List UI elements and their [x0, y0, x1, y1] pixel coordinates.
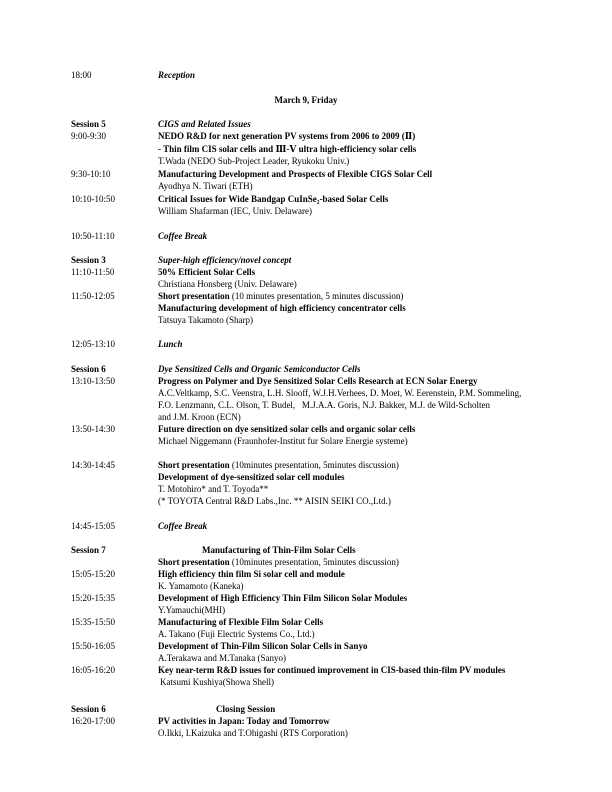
talk-time: 11:50-12:05	[71, 291, 115, 301]
short-presentation-title: Short presentation	[158, 291, 230, 301]
talk-speaker: O.Ikki, I.Kaizuka and T.Ohigashi (RTS Corporation)	[158, 728, 348, 738]
talk-time: 9:30-10:10	[71, 169, 111, 179]
talk-title: Key near-term R&D issues for continued improvement in CIS-based thin-film PV modules	[158, 665, 506, 675]
reception-time: 18:00	[71, 70, 92, 80]
talk-time: 11:10-11:50	[71, 267, 115, 277]
coffee-break-time: 10:50-11:10	[71, 231, 115, 241]
talk-title: PV activities in Japan: Today and Tomorrow	[158, 716, 330, 726]
session6-label: Session 6	[71, 364, 106, 374]
talk-time: 13:10-13:50	[71, 376, 115, 386]
talk-title: NEDO R&D for next generation PV systems from 2006 to 2009 (Ⅱ)	[158, 131, 416, 141]
talk-time: 16:20-17:00	[71, 716, 115, 726]
session5-title: CIGS and Related Issues	[158, 119, 251, 129]
reception-title: Reception	[158, 70, 195, 80]
talk-time: 15:50-16:05	[71, 641, 115, 651]
talk-title: Development of High Efficiency Thin Film Silicon Solar Modules	[158, 593, 408, 603]
talk-speaker: Katsumi Kushiya(Showa Shell)	[160, 677, 274, 687]
talk-title: Progress on Polymer and Dye Sensitized Solar Cells Research at ECN Solar Energy	[158, 376, 478, 386]
session6-title: Dye Sensitized Cells and Organic Semiconductor Cells	[158, 364, 361, 374]
talk-title: 50% Efficient Solar Cells	[158, 267, 256, 277]
talk-time: 13:50-14:30	[71, 424, 115, 434]
talk-title: Future direction on dye sensitized solar cells and organic solar cells	[158, 424, 416, 434]
short-presentation-note: (10 minutes presentation, 5 minutes discussion)	[231, 291, 404, 301]
talk-speaker: Christiana Honsberg (Univ. Delaware)	[158, 279, 297, 289]
talk-speaker: William Shafarman (IEC, Univ. Delaware)	[158, 206, 312, 216]
closing-session-label: Session 6	[71, 704, 106, 714]
talk-title: Development of Thin-Film Silicon Solar Cells in Sanyo	[158, 641, 368, 651]
talk-authors: and J.M. Kroon (ECN)	[158, 412, 241, 422]
talk-time: 16:05-16:20	[71, 665, 115, 675]
talk-speaker: T.Wada (NEDO Sub-Project Leader, Ryukoku Univ.)	[158, 156, 350, 166]
lunch-time: 12:05-13:10	[71, 339, 115, 349]
short-presentation-note: (10minutes presentation, 5minutes discussion)	[231, 460, 399, 470]
talk-affiliation: (* TOYOTA Central R&D Labs.,Inc. ** AISIN SEIKI CO.,Ltd.)	[158, 496, 391, 506]
talk-time: 15:05-15:20	[71, 569, 115, 579]
talk-authors: A.C.Veltkamp, S.C. Veenstra, L.H. Slooff, W.J.H.Verhees, D. Moet, W. Eerenstein, P.M. Sommeling,	[158, 388, 522, 398]
coffee-break-title: Coffee Break	[158, 521, 208, 531]
talk-title: Critical Issues for Wide Bandgap CuInSe₂-based Solar Cells	[158, 194, 389, 204]
date-heading: March 9, Friday	[274, 95, 338, 105]
talk-speaker: A. Takano (Fuji Electric Systems Co., Ltd.)	[158, 629, 315, 639]
talk-time: 15:35-15:50	[71, 617, 115, 627]
talk-speaker: T. Motohiro* and T. Toyoda**	[158, 484, 269, 494]
lunch-title: Lunch	[158, 339, 183, 349]
short-presentation	[158, 459, 399, 471]
session3-label: Session 3	[71, 255, 106, 265]
talk-subtitle: - Thin film CIS solar cells and Ⅲ-Ⅴ ultra high-efficiency solar cells	[158, 144, 417, 154]
talk-speaker: Ayodhya N. Tiwari (ETH)	[158, 181, 253, 191]
session3-title: Super-high efficiency/novel concept	[158, 255, 292, 265]
short-presentation	[158, 556, 399, 568]
talk-title: Manufacturing Development and Prospects of Flexible CIGS Solar Cell	[158, 169, 433, 179]
session5-label: Session 5	[71, 119, 106, 129]
coffee-break-title: Coffee Break	[158, 231, 208, 241]
closing-session-title: Closing Session	[216, 704, 276, 714]
talk-time: 10:10-10:50	[71, 194, 115, 204]
talk-speaker: A.Terakawa and M.Tanaka (Sanyo)	[158, 653, 286, 663]
talk-title: Manufacturing of Flexible Film Solar Cells	[158, 617, 324, 627]
talk-authors: F.O. Lenzmann, C.L. Olson, T. Budel, M.J.A.A. Goris, N.J. Bakker, M.J. de Wild-Scholten	[158, 400, 491, 410]
coffee-break-time: 14:45-15:05	[71, 521, 115, 531]
talk-speaker: Michael Niggemann (Fraunhofer-Institut fur Solare Energie systeme)	[158, 436, 408, 446]
short-presentation-note: (10minutes presentation, 5minutes discussion)	[231, 557, 399, 567]
short-presentation-title: Short presentation	[158, 460, 230, 470]
talk-title: High efficiency thin film Si solar cell and module	[158, 569, 345, 579]
talk-subtitle: Development of dye-sensitized solar cell modules	[158, 472, 345, 482]
talk-speaker: K. Yamamoto (Kaneka)	[158, 581, 244, 591]
talk-time: 9:00-9:30	[71, 131, 106, 141]
session7-label: Session 7	[71, 545, 106, 555]
short-presentation	[158, 290, 403, 302]
talk-time: 15:20-15:35	[71, 593, 115, 603]
talk-speaker: Tatsuya Takamoto (Sharp)	[158, 315, 254, 325]
short-presentation-title: Short presentation	[158, 557, 230, 567]
talk-time: 14:30-14:45	[71, 460, 115, 470]
session7-title: Manufacturing of Thin-Film Solar Cells	[202, 545, 356, 555]
talk-subtitle: Manufacturing development of high efficiency concentrator cells	[158, 303, 406, 313]
talk-speaker: Y.Yamauchi(MHI)	[158, 605, 226, 615]
